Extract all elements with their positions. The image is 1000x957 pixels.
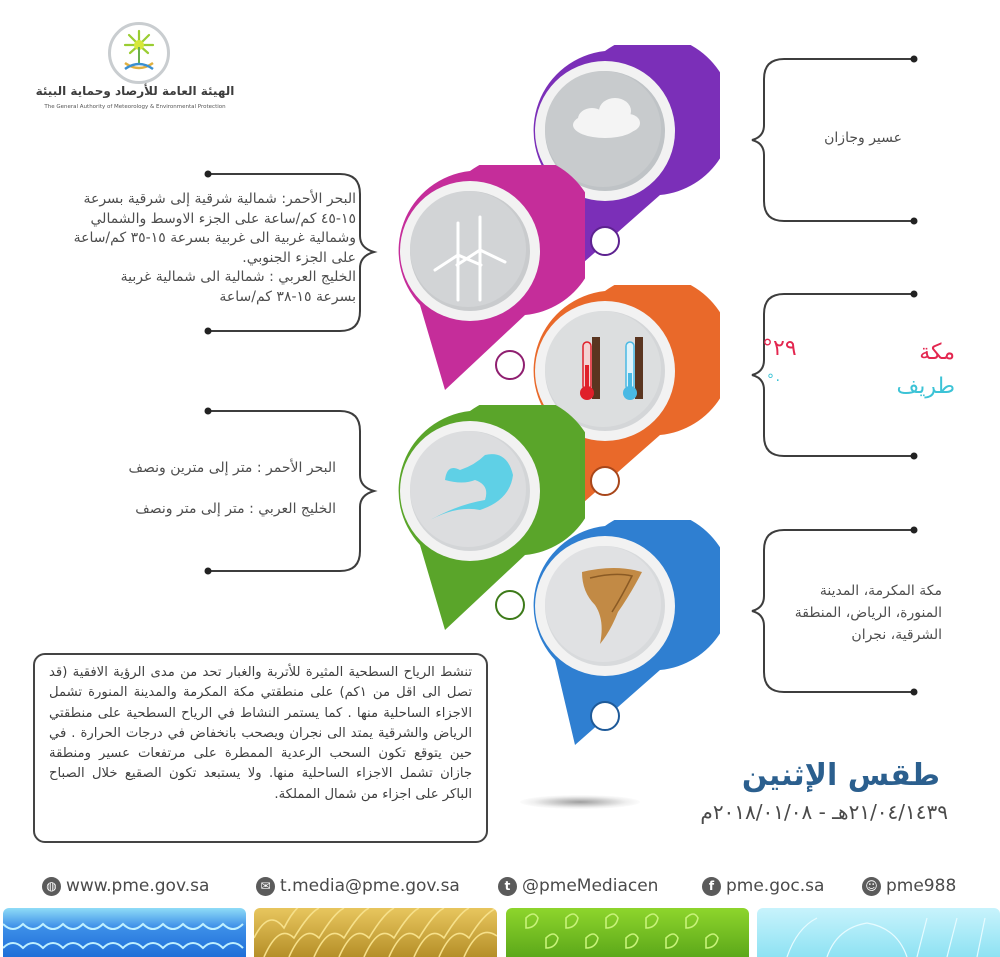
contact-twitter[interactable]	[498, 876, 658, 896]
palm-emblem-icon	[108, 22, 170, 84]
sand-pattern-icon	[254, 908, 497, 957]
strip-sea	[3, 908, 246, 957]
contact-bar	[0, 876, 1000, 900]
min-temp-value: ٠°	[767, 372, 782, 388]
dust-line: مكة المكرمة، المدينة	[819, 583, 942, 599]
contact-snapchat[interactable]	[862, 876, 956, 896]
wind-line: البحر الأحمر: شمالية شرقية إلى شرقية بسرعة	[83, 191, 356, 207]
snapchat-icon: ☺	[862, 877, 881, 896]
globe-icon: ◍	[42, 877, 61, 896]
page-title: طقس الإثنين	[741, 758, 940, 793]
twitter-icon: t	[498, 877, 517, 896]
pin-dust	[520, 520, 720, 750]
waves-red-sea: البحر الأحمر : متر إلى مترين ونصف	[128, 460, 336, 476]
waves-arabian-gulf: الخليج العربي : متر إلى متر ونصف	[135, 501, 336, 517]
max-temp-value: ٢٩°	[762, 336, 797, 361]
min-temp-city: طريف	[896, 374, 955, 399]
contact-facebook[interactable]	[702, 876, 824, 896]
strip-ice	[757, 908, 1000, 957]
contact-text: www.pme.gov.sa	[66, 876, 210, 896]
dust-line: المنورة، الرياض، المنطقة	[794, 605, 942, 621]
contact-text: @pmeMediacen	[522, 876, 659, 896]
contact-website[interactable]	[42, 876, 209, 896]
contact-email[interactable]	[256, 876, 460, 896]
clouds-regions: عسير وجازان	[824, 130, 902, 146]
strip-sand	[254, 908, 497, 957]
ice-pattern-icon	[757, 908, 1000, 957]
max-temp-city: مكة	[919, 340, 955, 365]
contact-text: t.media@pme.gov.sa	[280, 876, 460, 896]
wind-line: ١٥-٤٥ كم/ساعة على الجزء الاوسط والشمالي	[90, 210, 356, 227]
wind-line: الخليج العربي : شمالية الى شمالية غربية	[120, 269, 356, 285]
wind-line: بسرعة ١٥-٣٨ كم/ساعة	[219, 288, 356, 305]
logo-english-name: The General Authority of Meteorology & Environmental Protection	[44, 104, 226, 110]
pme-logo	[20, 18, 250, 118]
facebook-icon: f	[702, 877, 721, 896]
strip-leaf	[506, 908, 749, 957]
wave-pattern-icon	[3, 908, 246, 957]
contact-text: pme988	[886, 876, 957, 896]
logo-arabic-name: الهيئة العامة للأرصاد وحماية البيئة	[35, 84, 235, 98]
leaf-pattern-icon	[506, 908, 749, 957]
dust-regions	[742, 580, 942, 646]
pin-shadow	[520, 795, 640, 809]
wind-line: وشمالية غربية الى غربية بسرعة ١٥-٣٥ كم/ساعة	[73, 230, 356, 246]
dust-line: الشرقية، نجران	[851, 627, 942, 643]
wind-line: على الجزء الجنوبي.	[242, 249, 356, 266]
forecast-date: ٢١/٠٤/١٤٣٩هـ - ٢٠١٨/٠١/٠٨م	[700, 800, 948, 824]
brace-waves	[200, 407, 380, 575]
wind-description	[20, 190, 356, 307]
mail-icon: ✉	[256, 877, 275, 896]
forecast-summary: تنشط الرياح السطحية المثيرة للأتربة والغبار تحد من مدى الرؤية الافقية (قد تصل الى اقل من ١كم) على منطقتي مكة المكرمة والمدينة المنورة تشمل الاجزاء الساحلية منها . كما يستمر النشاط في الرياح السطحية على منطقتي الرياض والشرقية يمتد الى نجران ويصحب بانخفاض في درجات الحرارة . في حين يتوقع تكون السحب الرعدية الممطرة على مرتفعات عسير ومنطقة جازان تشمل الاجزاء الساحلية منها. ولا يستبعد تكون الصقيع خلال الصباح الباكر على اجزاء من شمال المملكة.	[33, 653, 488, 843]
contact-text: pme.goc.sa	[726, 876, 825, 896]
